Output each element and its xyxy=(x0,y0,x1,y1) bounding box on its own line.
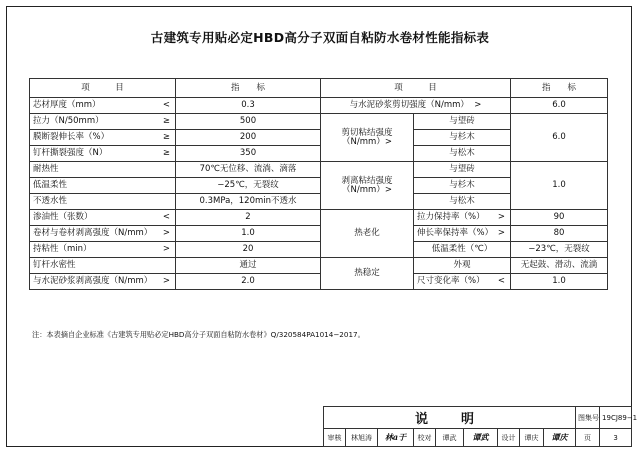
item-value: 200 xyxy=(176,130,321,146)
table-row xyxy=(30,274,608,290)
compare-symbol: > xyxy=(384,184,392,195)
title-block-sign-row xyxy=(324,429,632,447)
item-label: ≥ 拉力（N/50mm） xyxy=(30,114,176,130)
item-value: 6.0 xyxy=(511,114,608,162)
footnote: 注：本表摘自企业标准《古建筑专用贴必定HBD高分子双面自粘防水卷材》Q/320584PA1014−2017。 xyxy=(32,330,365,339)
item-label: 低温柔性 xyxy=(30,178,176,194)
sub-item-label: 与望砖 xyxy=(414,114,511,130)
header-item-left: 项 目 xyxy=(30,79,176,98)
peel-bond-label: 剥离粘结强度（N/mm）> xyxy=(321,162,414,210)
header-item-right: 项 目 xyxy=(321,79,511,98)
item-value: 1.0 xyxy=(511,162,608,210)
item-value: 0.3 xyxy=(176,98,321,114)
item-label: < 渗油性（张数） xyxy=(30,210,176,226)
compare-symbol: > xyxy=(162,228,170,239)
review-label: 审核 xyxy=(324,429,346,447)
item-value: 350 xyxy=(176,146,321,162)
title-block-top-row xyxy=(324,407,632,429)
spec-table xyxy=(29,78,608,290)
compare-symbol: < xyxy=(162,212,170,223)
sub-item-label: 与松木 xyxy=(414,146,511,162)
sub-item-label: 低温柔性（℃） xyxy=(414,242,511,258)
item-label: 钉杆水密性 xyxy=(30,258,176,274)
item-label: 耐热性 xyxy=(30,162,176,178)
title-block xyxy=(323,406,638,447)
item-value: 500 xyxy=(176,114,321,130)
table-row xyxy=(30,226,608,242)
compare-symbol: < xyxy=(162,100,170,111)
check-signature: 谭武 xyxy=(464,429,498,447)
page-label: 页 xyxy=(576,429,600,447)
atlas-number: 19CJ89−1 xyxy=(600,407,632,429)
item-value: 2.0 xyxy=(176,274,321,290)
item-value: 1.0 xyxy=(511,274,608,290)
item-value: 通过 xyxy=(176,258,321,274)
compare-symbol: > xyxy=(162,276,170,287)
sub-item-label: > 伸长率保持率（%） xyxy=(414,226,511,242)
sheet-caption: 说 明 xyxy=(324,407,576,429)
compare-symbol: ≥ xyxy=(162,132,170,143)
compare-symbol: > xyxy=(497,228,506,239)
item-value: 20 xyxy=(176,242,321,258)
heat-aging-label: 热老化 xyxy=(321,210,414,258)
table-row xyxy=(30,210,608,226)
shear-bond-label: 剪切粘结强度（N/mm）> xyxy=(321,114,414,162)
sub-item-label: 外观 xyxy=(414,258,511,274)
item-label: > 卷材与卷材剥离强度（N/mm） xyxy=(30,226,176,242)
item-value: 6.0 xyxy=(511,98,608,114)
compare-symbol: > xyxy=(384,136,392,147)
header-index-right: 指 标 xyxy=(511,79,608,98)
item-value: −25℃，无裂纹 xyxy=(176,178,321,194)
item-value: 80 xyxy=(511,226,608,242)
sub-item-label: > 拉力保持率（%） xyxy=(414,210,511,226)
design-name: 谭庆 xyxy=(520,429,544,447)
review-signature: 林a于 xyxy=(378,429,414,447)
item-value: 90 xyxy=(511,210,608,226)
item-value: 2 xyxy=(176,210,321,226)
sub-item-label: 与杉木 xyxy=(414,130,511,146)
item-label: < 芯材厚度（mm） xyxy=(30,98,176,114)
check-name: 谭武 xyxy=(436,429,464,447)
compare-symbol: < xyxy=(497,276,506,287)
item-value: 70℃无位移、流淌、滴落 xyxy=(176,162,321,178)
item-label: 不透水性 xyxy=(30,194,176,210)
sub-item-label: 与望砖 xyxy=(414,162,511,178)
compare-symbol: ≥ xyxy=(162,116,170,127)
table-row xyxy=(30,162,608,178)
compare-symbol: > xyxy=(497,212,506,223)
check-label: 校对 xyxy=(414,429,436,447)
header-index-left: 指 标 xyxy=(176,79,321,98)
item-label: 与水泥砂浆剪切强度（N/mm） > xyxy=(321,98,511,114)
table-row xyxy=(30,98,608,114)
item-value: 0.3MPa，120min不透水 xyxy=(176,194,321,210)
table-title: 古建筑专用贴必定HBD高分子双面自粘防水卷材性能指标表 xyxy=(150,30,490,45)
compare-symbol: > xyxy=(474,100,482,111)
compare-symbol: ≥ xyxy=(162,148,170,159)
item-label: > 持粘性（min） xyxy=(30,242,176,258)
page-number: 3 xyxy=(600,429,632,447)
review-name: 林旭涛 xyxy=(346,429,378,447)
item-value: 1.0 xyxy=(176,226,321,242)
item-label: > 与水泥砂浆剥离强度（N/mm） xyxy=(30,274,176,290)
design-label: 设计 xyxy=(498,429,520,447)
table-row xyxy=(30,114,608,130)
item-value: −23℃，无裂纹 xyxy=(511,242,608,258)
sub-item-label: 与松木 xyxy=(414,194,511,210)
sub-item-label: 与杉木 xyxy=(414,178,511,194)
compare-symbol: > xyxy=(162,244,170,255)
item-label: ≥ 钉杆撕裂强度（N） xyxy=(30,146,176,162)
table-header-row xyxy=(30,79,608,98)
table-row xyxy=(30,242,608,258)
heat-stability-label: 热稳定 xyxy=(321,258,414,290)
design-signature: 谭庆 xyxy=(544,429,576,447)
item-label: ≥ 膜断裂伸长率（%） xyxy=(30,130,176,146)
atlas-label: 图集号 xyxy=(576,407,600,429)
item-value: 无起鼓、滑动、流淌 xyxy=(511,258,608,274)
sub-item-label: < 尺寸变化率（%） xyxy=(414,274,511,290)
table-row xyxy=(30,258,608,274)
